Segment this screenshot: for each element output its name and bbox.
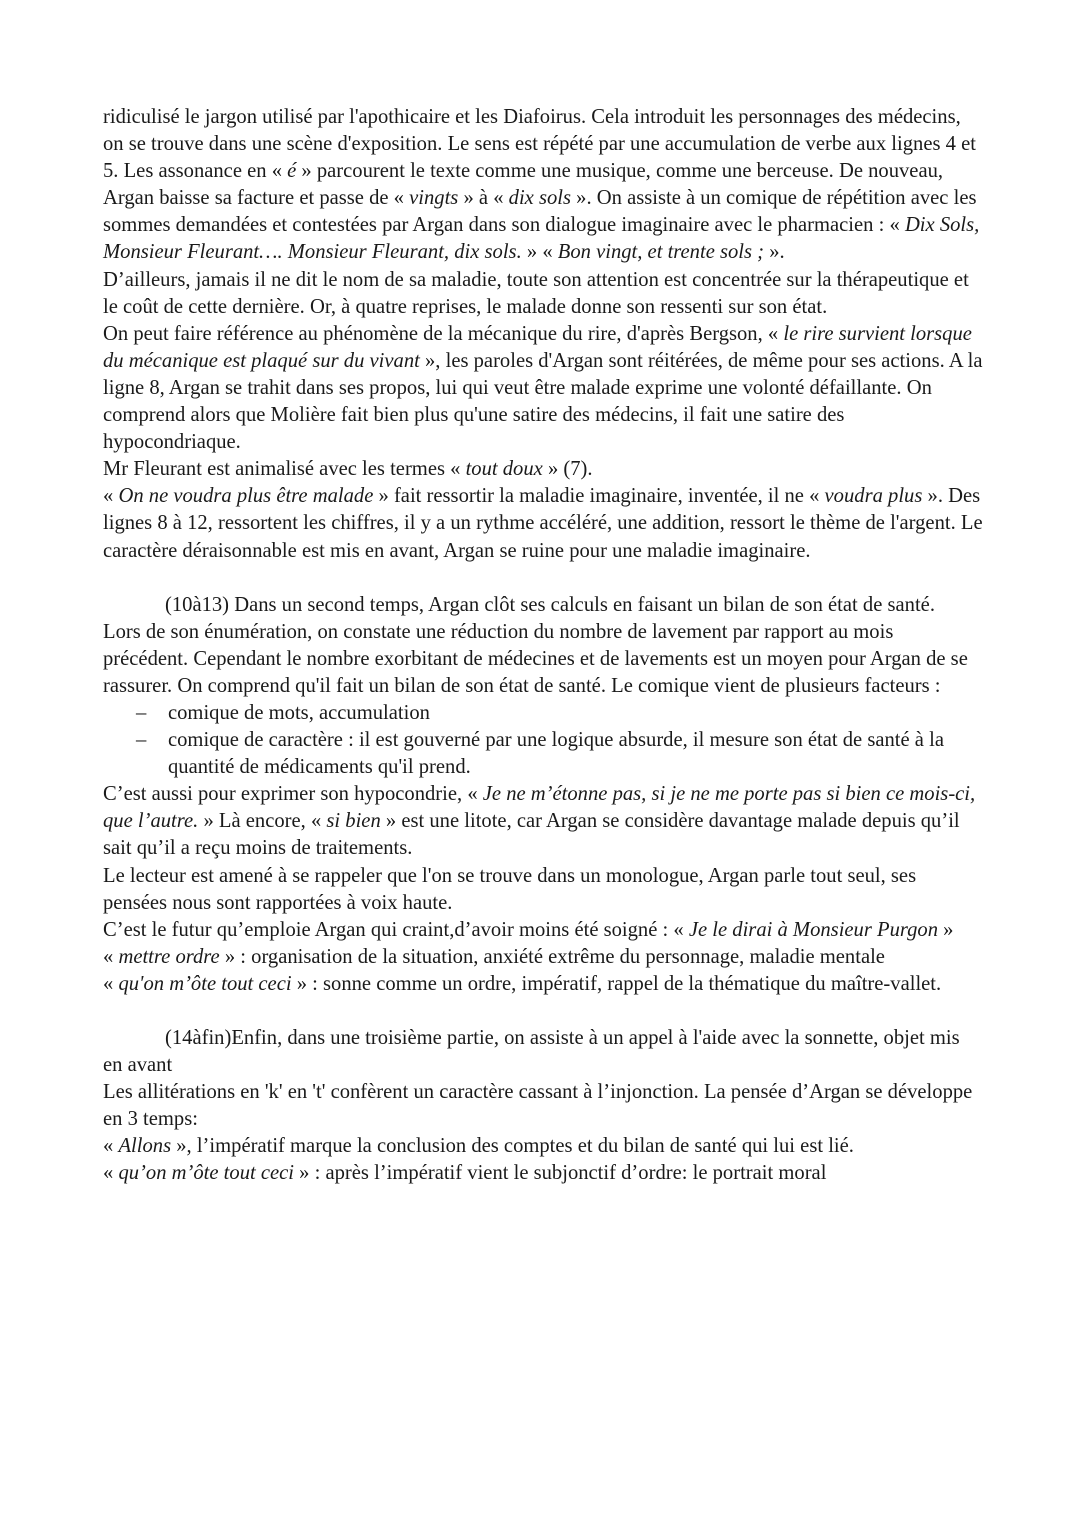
text-run: Le lecteur est amené à se rappeler que l'on se trouve dans un monologue, Argan parle tout seul, ses pensées nous sont rapportées à voix haute. [103, 864, 917, 914]
text-run: On peut faire référence au phénomène de la mécanique du rire, d'après Bergson, « [103, 322, 784, 345]
text-run: « [103, 1162, 119, 1185]
paragraph [103, 1133, 983, 1160]
text-run: « [103, 945, 119, 968]
text-run: » [938, 918, 954, 941]
text-run: Mr Fleurant est animalisé avec les termes « [103, 458, 466, 481]
quote-run: mettre ordre [118, 945, 220, 968]
paragraph-lead [103, 592, 983, 619]
quote-run: Allons [118, 1135, 172, 1158]
text-run: Les allitérations en 'k' en 't' confèrent un caractère cassant à l’injonction. La pensée d’Argan se développe en 3 temps: [103, 1081, 973, 1131]
section-exposition [103, 104, 983, 565]
text-run: ridiculisé le jargon utilisé par l'apothicaire et les Diafoirus. Cela introduit les personnages des médecins, on se trouve dans une scène d'exposition. Le sens est répété par une accumulation de verbe aux lignes 4 et 5. Les assonance en « [103, 106, 976, 183]
text-run: » : organisation de la situation, anxiété extrême du personnage, maladie mentale [219, 945, 885, 968]
dash-list [103, 700, 983, 781]
quote-run: é [287, 160, 297, 183]
section-bilan [103, 592, 983, 998]
paragraph [103, 863, 983, 917]
paragraph-lead [103, 1025, 983, 1079]
quote-run: si bien [326, 810, 381, 833]
text-run: « [103, 1135, 119, 1158]
text-run: ». Des lignes 8 à 12, ressortent les chiffres, il y a un rythme accéléré, une addition, ressort le thème de l'argent. Le caractère déraisonnable est mis en avant, Argan se ruine pour une maladie imaginaire. [103, 485, 983, 562]
paragraph [103, 781, 983, 862]
list-item: – comique de caractère : il est gouverné par une logique absurde, il mesure son état de santé à la quantité de médicaments qu'il prend. [103, 727, 983, 781]
text-run: (10à13) Dans un second temps, Argan clôt ses calculs en faisant un bilan de son état de santé. [165, 593, 935, 616]
quote-run: le rire survient lorsque du mécanique est plaqué sur du vivant [103, 322, 972, 372]
text-run: ». On assiste à un comique de répétition avec les sommes demandées et contestées par Argan dans son dialogue imaginaire avec le pharmacien : « [103, 187, 977, 237]
quote-run: voudra plus [824, 485, 923, 508]
quote-run: On ne voudra plus être malade [118, 485, 374, 508]
paragraph [103, 971, 983, 998]
text-run: (14àfin)Enfin, dans une troisième partie, on assiste à un appel à l'aide avec la sonnette, objet mis en avant [103, 1027, 960, 1077]
quote-run: tout doux [465, 458, 543, 481]
list-item: – comique de mots, accumulation [103, 700, 983, 727]
text-run: » : après l’impératif vient le subjonctif d’ordre: le portrait moral [294, 1162, 827, 1185]
quote-run: Je le dirai à Monsieur Purgon [688, 918, 939, 941]
paragraph [103, 1079, 983, 1133]
text-run: » (7). [542, 458, 593, 481]
text-run: D’ailleurs, jamais il ne dit le nom de sa maladie, toute son attention est concentrée sur la thérapeutique et le coût de cette dernière. Or, à quatre reprises, le malade donne son ressenti sur son état. [103, 268, 969, 318]
text-run: ». [764, 241, 785, 264]
paragraph [103, 917, 983, 944]
document-body [103, 104, 983, 1188]
quote-run: qu’on m’ôte tout ceci [118, 1162, 295, 1185]
text-run: » est une litote, car Argan se considère davantage malade depuis qu’il sait qu’il a reçu moins de traitements. [103, 810, 960, 860]
text-run: C’est le futur qu’emploie Argan qui craint,d’avoir moins été soigné : « [103, 918, 689, 941]
text-run: « [103, 485, 119, 508]
paragraph [103, 456, 983, 483]
text-run: » parcourent le texte comme une musique, comme une berceuse. De nouveau, Argan baisse sa facture et passe de « [103, 160, 944, 210]
text-run: » : sonne comme un ordre, impératif, rappel de la thématique du maître-vallet. [291, 972, 942, 995]
text-run: C’est aussi pour exprimer son hypocondrie, « [103, 783, 483, 806]
text-run: » Là encore, « [198, 810, 327, 833]
paragraph [103, 944, 983, 971]
quote-run: qu'on m’ôte tout ceci [118, 972, 292, 995]
paragraph [103, 619, 983, 700]
text-run: » « [521, 241, 558, 264]
quote-run: Je ne m’étonne pas, si je ne me porte pas si bien ce mois-ci, que l’autre. [103, 783, 976, 833]
text-run: » à « [458, 187, 509, 210]
text-run: » fait ressortir la maladie imaginaire, inventée, il ne « [373, 485, 825, 508]
section-appel [103, 1025, 983, 1188]
paragraph [103, 483, 983, 564]
text-run: », l’impératif marque la conclusion des comptes et du bilan de santé qui lui est lié. [171, 1135, 854, 1158]
paragraph [103, 104, 983, 267]
quote-run: Dix Sols, Monsieur Fleurant…. Monsieur Fleurant, dix sols. [103, 214, 980, 264]
paragraph [103, 321, 983, 456]
text-run: », les paroles d'Argan sont réitérées, de même pour ses actions. A la ligne 8, Argan se trahit dans ses propos, lui qui veut être malade exprime une volonté défaillante. On comprend alors que Molière fait bien plus qu'une satire des médecins, il fait une satire des hypocondriaque. [103, 349, 983, 454]
quote-run: Bon vingt, et trente sols ; [557, 241, 765, 264]
paragraph [103, 1160, 983, 1187]
text-run: « [103, 972, 119, 995]
paragraph [103, 267, 983, 321]
quote-run: dix sols [508, 187, 572, 210]
quote-run: vingts [409, 187, 459, 210]
text-run: Lors de son énumération, on constate une réduction du nombre de lavement par rapport au mois précédent. Cependant le nombre exorbitant de médecines et de lavements est un moyen pour Argan de se rassurer. On comprend qu'il fait un bilan de son état de santé. Le comique vient de plusieurs facteurs : [103, 620, 968, 697]
